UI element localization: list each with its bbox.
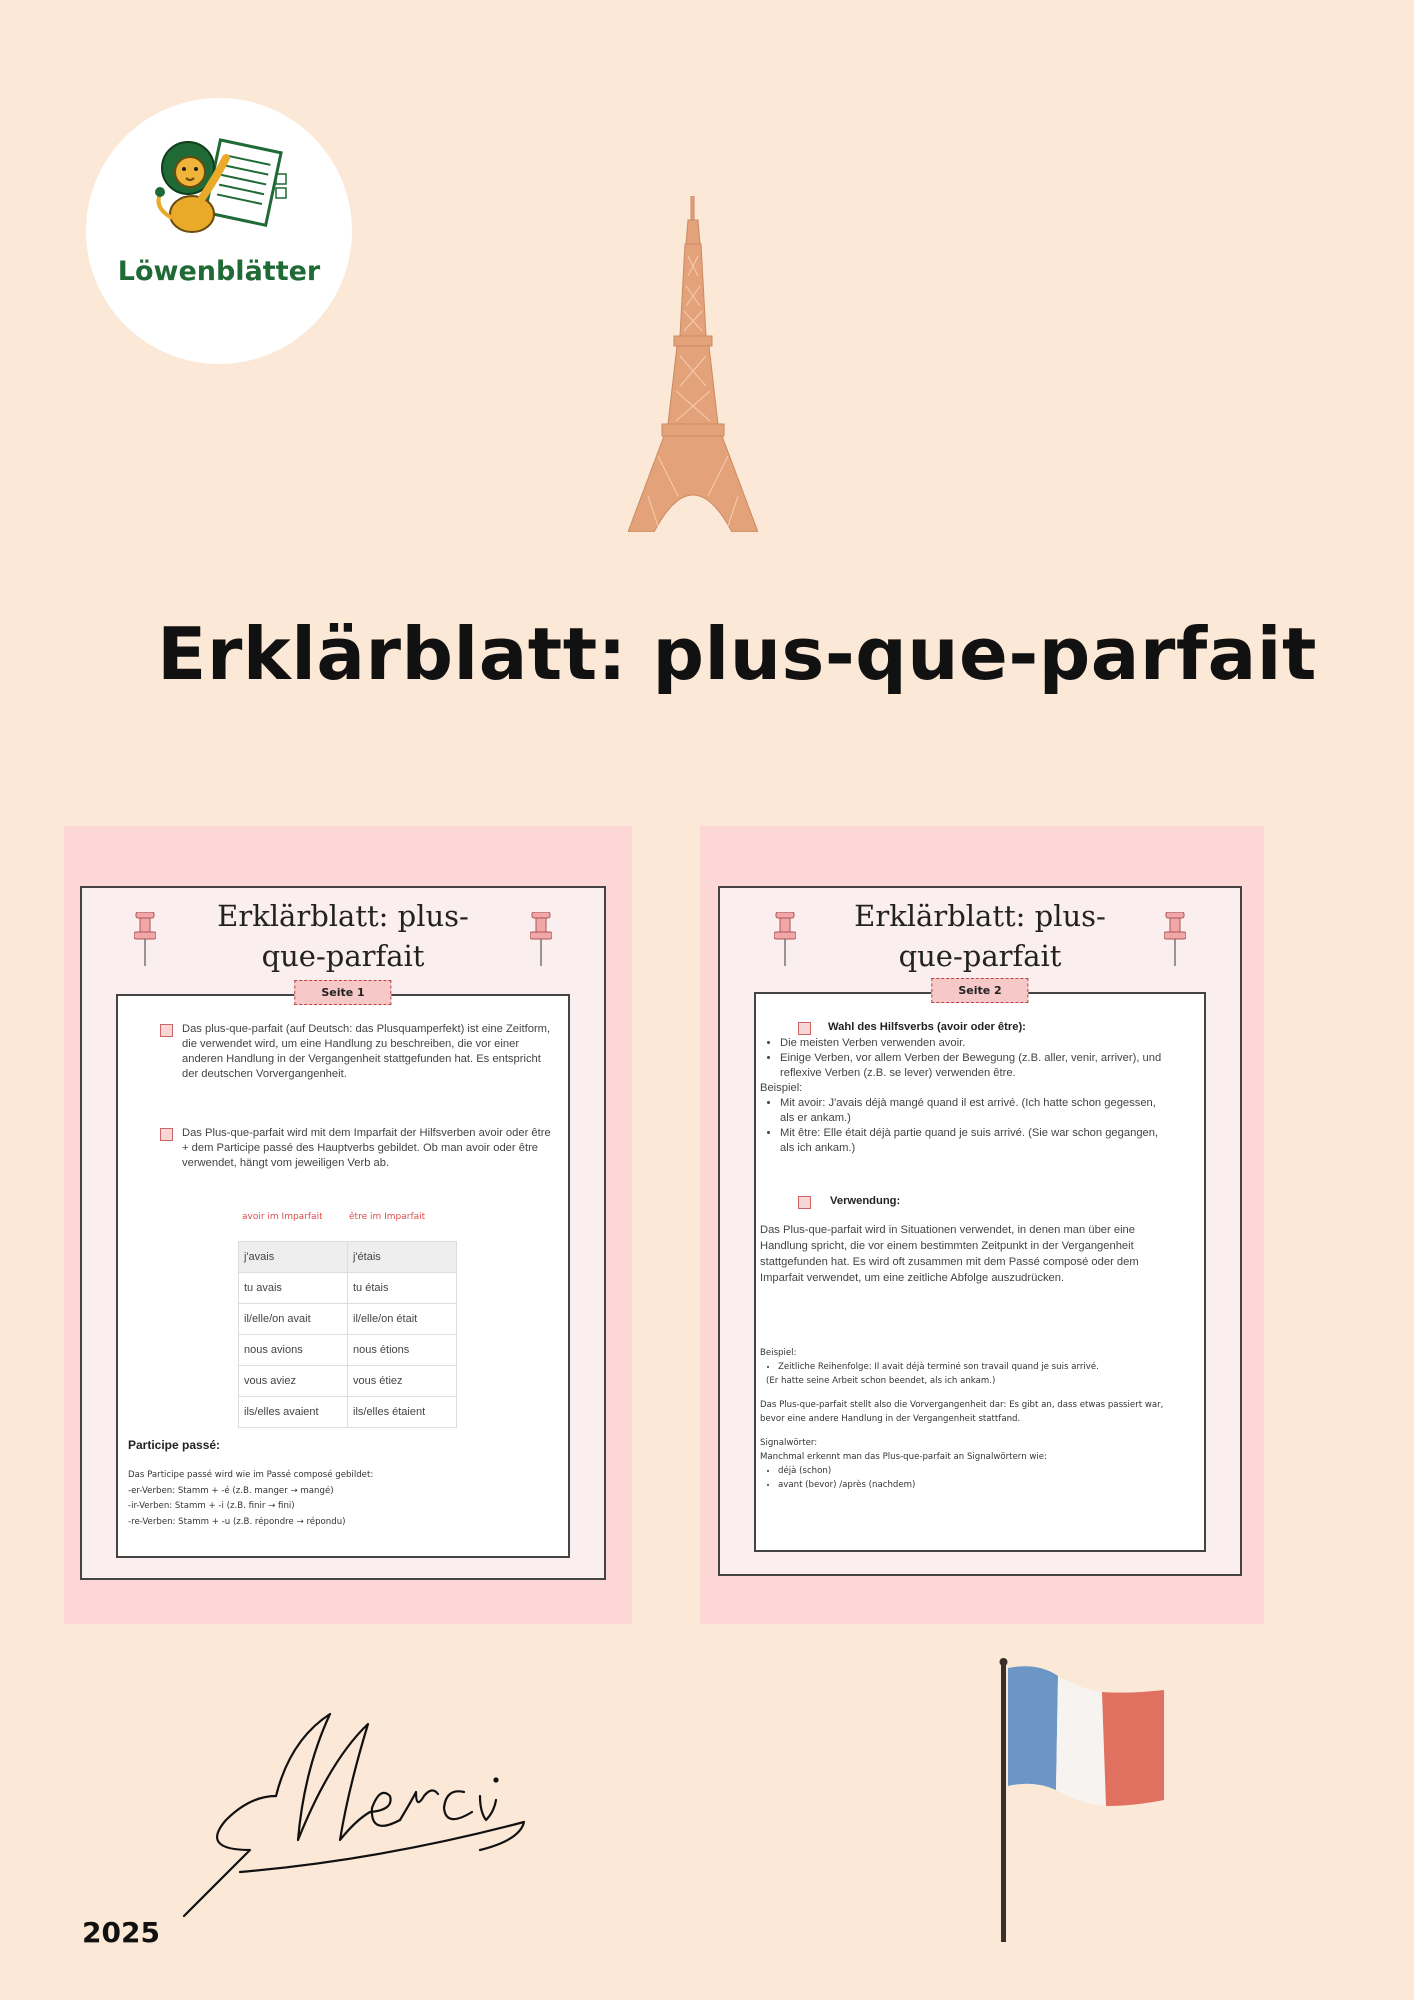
table-row bbox=[239, 1304, 457, 1335]
list-item: • Mit être: Elle était déjà partie quand je suis arrivé. (Sie war schon gegangen, als ich ankam.) bbox=[780, 1126, 1170, 1156]
worksheet-page-2 bbox=[718, 886, 1242, 1576]
participe-heading: Participe passé: bbox=[128, 1438, 221, 1452]
list-item: • avant (bevor) /après (nachdem) bbox=[778, 1478, 1180, 1492]
table-cell: vous aviez bbox=[239, 1366, 348, 1397]
checkbox-icon bbox=[798, 1196, 811, 1209]
participe-ir: -ir-Verben: Stamm + -i (z.B. finir → fini) bbox=[128, 1501, 295, 1511]
checkbox-icon bbox=[160, 1128, 173, 1141]
list-item: • déjà (schon) bbox=[778, 1464, 1180, 1478]
page-tag: Seite 1 bbox=[294, 980, 391, 1005]
formation-paragraph: Das Plus-que-parfait wird mit dem Imparfait der Hilfsverben avoir oder être + dem Participe passé des Hauptverbs gebildet. Ob man avoir oder être verwendet, hängt vom jeweiligen Verb ab. bbox=[182, 1127, 551, 1169]
signal-words-heading: Signalwörter: bbox=[760, 1438, 818, 1448]
table-cell: il/elle/on avait bbox=[239, 1304, 348, 1335]
list-item: • Mit avoir: J'avais déjà mangé quand il est arrivé. (Ich hatte schon gegessen, als er ankam.) bbox=[780, 1096, 1170, 1126]
table-row bbox=[239, 1273, 457, 1304]
table-cell: ils/elles étaient bbox=[348, 1397, 457, 1428]
table-cell: j'étais bbox=[348, 1242, 457, 1273]
etre-header: être im Imparfait bbox=[349, 1212, 426, 1222]
table-row bbox=[239, 1397, 457, 1428]
worksheet-title bbox=[720, 896, 1240, 976]
worksheet-title-line-2: que-parfait bbox=[261, 939, 425, 973]
table-cell: ils/elles avaient bbox=[239, 1397, 348, 1428]
signal-words-intro: Manchmal erkennt man das Plus-que-parfait an Signalwörtern wie: bbox=[760, 1452, 1047, 1462]
checkbox-icon bbox=[160, 1024, 173, 1037]
french-flag-icon bbox=[998, 1658, 1168, 1942]
table-cell: tu étais bbox=[348, 1273, 457, 1304]
table-cell: j'avais bbox=[239, 1242, 348, 1273]
table-cell: tu avais bbox=[239, 1273, 348, 1304]
year-label: 2025 bbox=[82, 1916, 160, 1949]
conjugation-table bbox=[238, 1241, 457, 1428]
brand-name: Löwenblätter bbox=[117, 256, 321, 287]
avoir-header: avoir im Imparfait bbox=[242, 1212, 323, 1222]
list-item: • Zeitliche Reihenfolge: Il avait déjà terminé son travail quand je suis arrivé. bbox=[778, 1360, 1180, 1374]
page-title: Erklärblatt: plus-que-parfait bbox=[157, 612, 1317, 696]
preview-page-2 bbox=[700, 826, 1264, 1624]
table-row bbox=[239, 1242, 457, 1273]
usage-paragraph: Das Plus-que-parfait wird in Situationen verwendet, in denen man über eine Handlung spricht, die vor einem bestimmten Zeitpunkt in der Vergangenheit stattgefunden hat. Es wird oft zusammen mit dem Passé composé oder dem Imparfait verwendet, um eine zeitliche Abfolge auszudrücken. bbox=[760, 1224, 1139, 1284]
table-cell: nous avions bbox=[239, 1335, 348, 1366]
merci-signature bbox=[180, 1700, 540, 1930]
summary-paragraph: Das Plus-que-parfait stellt also die Vorvergangenheit dar: Es gibt an, dass etwas passiert war, bevor eine andere Handlung in der Vergangenheit stattfand. bbox=[760, 1400, 1164, 1424]
summary-section bbox=[760, 1346, 1180, 1492]
auxiliary-section bbox=[760, 1036, 1170, 1156]
table-row bbox=[239, 1335, 457, 1366]
checkbox-icon bbox=[798, 1022, 811, 1035]
brand-logo bbox=[86, 98, 352, 364]
worksheet-title-line-1: Erklärblatt: plus- bbox=[217, 899, 469, 933]
intro-paragraph: Das plus-que-parfait (auf Deutsch: das Plusquamperfekt) ist eine Zeitform, die verwendet wird, um eine Handlung zu beschreiben, die vor einer anderen Handlung in der Vergangenheit stattgefunden hat. Es entspricht der deutschen Vorvergangenheit. bbox=[182, 1023, 551, 1080]
participe-re: -re-Verben: Stamm + -u (z.B. répondre → répondu) bbox=[128, 1516, 346, 1527]
eiffel-tower-icon bbox=[628, 196, 758, 532]
list-item: • Einige Verben, vor allem Verben der Bewegung (z.B. aller, venir, arriver), und reflexive Verben (z.B. se lever) verwenden être. bbox=[780, 1051, 1170, 1081]
participe-intro: Das Participe passé wird wie im Passé composé gebildet: bbox=[128, 1470, 374, 1480]
translation-text: (Er hatte seine Arbeit schon beendet, als ich ankam.) bbox=[766, 1376, 996, 1386]
example-label: Beispiel: bbox=[760, 1082, 803, 1094]
table-cell: il/elle/on était bbox=[348, 1304, 457, 1335]
table-cell: nous étions bbox=[348, 1335, 457, 1366]
page-tag: Seite 2 bbox=[931, 978, 1028, 1003]
table-cell: vous étiez bbox=[348, 1366, 457, 1397]
list-item: • Die meisten Verben verwenden avoir. bbox=[780, 1036, 1170, 1051]
table-row bbox=[239, 1366, 457, 1397]
participe-er: -er-Verben: Stamm + -é (z.B. manger → mangé) bbox=[128, 1485, 334, 1496]
usage-heading: Verwendung: bbox=[830, 1195, 901, 1207]
example-label: Beispiel: bbox=[760, 1348, 797, 1358]
worksheet-title bbox=[82, 896, 604, 976]
worksheet-title-line-2: que-parfait bbox=[898, 939, 1062, 973]
worksheet-content bbox=[116, 986, 570, 1558]
participe-rules bbox=[128, 1468, 548, 1530]
preview-page-1 bbox=[64, 826, 632, 1624]
worksheet-content bbox=[754, 984, 1206, 1552]
worksheet-page-1 bbox=[80, 886, 606, 1580]
auxiliary-heading: Wahl des Hilfsverbs (avoir oder être): bbox=[828, 1021, 1026, 1033]
lion-mascot-icon bbox=[150, 138, 290, 238]
worksheet-title-line-1: Erklärblatt: plus- bbox=[854, 899, 1106, 933]
